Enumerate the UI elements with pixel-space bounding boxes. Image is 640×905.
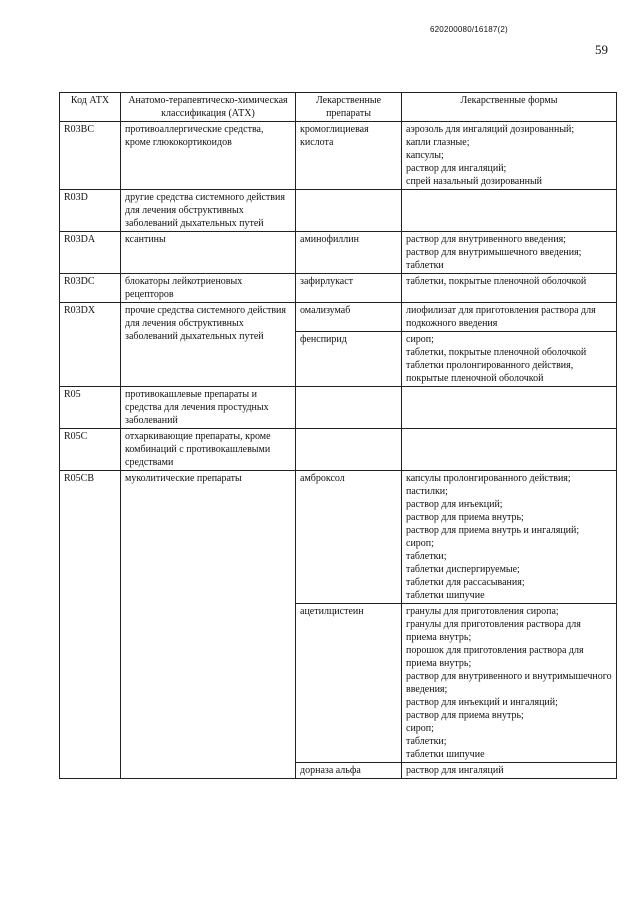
document-id: 620200080/16187(2)	[430, 25, 508, 34]
atx-table	[59, 92, 617, 779]
table-row	[60, 274, 617, 303]
drug-forms: сироп; таблетки, покрытые пленочной оболочкой таблетки пролонгированного действия, покрытые пленочной оболочкой	[402, 332, 617, 387]
page-number: 59	[595, 42, 608, 57]
atx-class: муколитические препараты	[121, 471, 296, 779]
table-row	[60, 429, 617, 471]
header-drugs: Лекарственные препараты	[296, 93, 402, 122]
drug-name	[296, 429, 402, 471]
drug-name	[296, 190, 402, 232]
atx-code: R03D	[60, 190, 121, 232]
atx-class: другие средства системного действия для лечения обструктивных заболеваний дыхательных путей	[121, 190, 296, 232]
drug-forms	[402, 429, 617, 471]
table-row	[60, 303, 617, 332]
drug-forms	[402, 387, 617, 429]
header-forms: Лекарственные формы	[402, 93, 617, 122]
drug-name	[296, 387, 402, 429]
drug-forms: лиофилизат для приготовления раствора для подкожного введения	[402, 303, 617, 332]
drug-name: дорназа альфа	[296, 763, 402, 779]
header-code: Код АТХ	[60, 93, 121, 122]
atx-code: R03DX	[60, 303, 121, 387]
header-classification: Анатомо-терапевтическо-химическая классификация (АТХ)	[121, 93, 296, 122]
drug-name: зафирлукаст	[296, 274, 402, 303]
drug-name: омализумаб	[296, 303, 402, 332]
drug-forms: аэрозоль для ингаляций дозированный; капли глазные; капсулы; раствор для ингаляций; спрей назальный дозированный	[402, 122, 617, 190]
table-row	[60, 471, 617, 604]
drug-forms: таблетки, покрытые пленочной оболочкой	[402, 274, 617, 303]
atx-class: противокашлевые препараты и средства для лечения простудных заболеваний	[121, 387, 296, 429]
drug-forms: раствор для ингаляций	[402, 763, 617, 779]
table-row	[60, 387, 617, 429]
table-header-row	[60, 93, 617, 122]
drug-name: амброксол	[296, 471, 402, 604]
drug-forms: раствор для внутривенного введения; раствор для внутримышечного введения; таблетки	[402, 232, 617, 274]
drug-forms	[402, 190, 617, 232]
atx-class: ксантины	[121, 232, 296, 274]
atx-class: прочие средства системного действия для лечения обструктивных заболеваний дыхательных путей	[121, 303, 296, 387]
drug-name: ацетилцистеин	[296, 604, 402, 763]
atx-code: R05CB	[60, 471, 121, 779]
drug-forms: капсулы пролонгированного действия; пастилки; раствор для инъекций; раствор для приема внутрь; раствор для приема внутрь и ингаляций; сироп; таблетки; таблетки диспергируемые; таблетки для рассасывания; таблетки шипучие	[402, 471, 617, 604]
atx-class: противоаллергические средства, кроме глюкокортикоидов	[121, 122, 296, 190]
table-row	[60, 122, 617, 190]
table-row	[60, 232, 617, 274]
drug-name: аминофиллин	[296, 232, 402, 274]
table-row	[60, 190, 617, 232]
atx-code: R05	[60, 387, 121, 429]
atx-code: R03DC	[60, 274, 121, 303]
atx-code: R03BC	[60, 122, 121, 190]
atx-code: R03DA	[60, 232, 121, 274]
drug-name: фенспирид	[296, 332, 402, 387]
drug-name: кромоглициевая кислота	[296, 122, 402, 190]
drug-forms: гранулы для приготовления сиропа; гранулы для приготовления раствора для приема внутрь; порошок для приготовления раствора для приема внутрь; раствор для внутривенного и внутримышечного введения; раствор для инъекций и ингаляций; раствор для приема внутрь; сироп; таблетки; таблетки шипучие	[402, 604, 617, 763]
atx-class: отхаркивающие препараты, кроме комбинаций с противокашлевыми средствами	[121, 429, 296, 471]
atx-class: блокаторы лейкотриеновых рецепторов	[121, 274, 296, 303]
atx-code: R05C	[60, 429, 121, 471]
